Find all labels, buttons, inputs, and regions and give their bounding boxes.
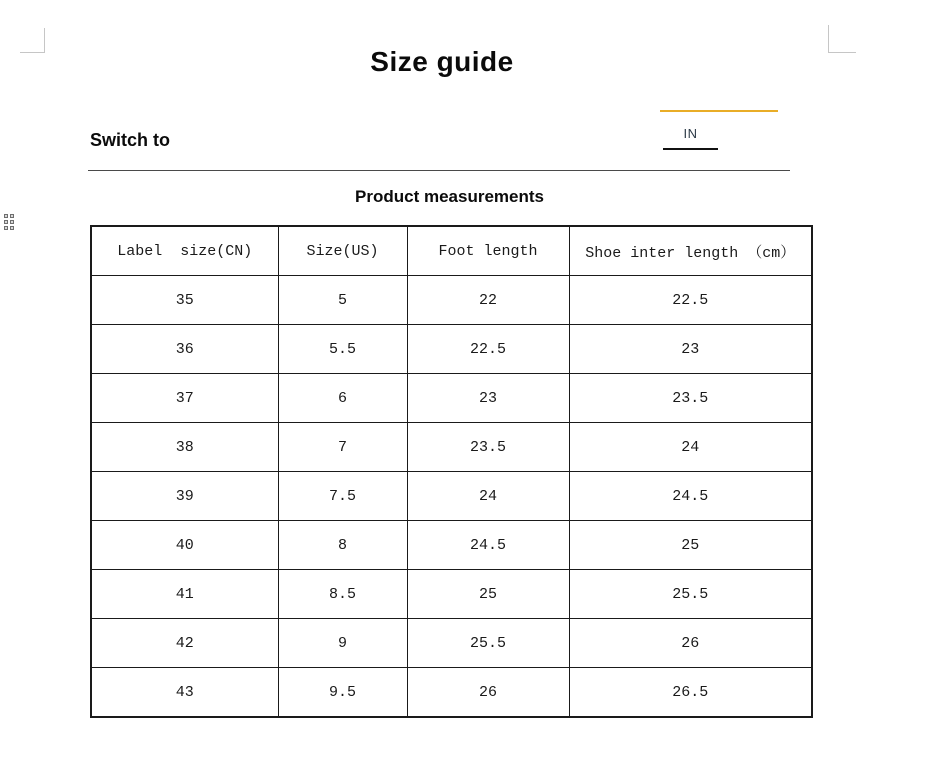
table-row bbox=[91, 325, 812, 374]
table-cell: 5.5 bbox=[278, 325, 407, 374]
section-divider bbox=[88, 170, 790, 171]
table-cell: 26.5 bbox=[569, 668, 812, 718]
header-cell-label-size-cn: Label size(CN) bbox=[91, 226, 278, 276]
drag-handle-icon[interactable] bbox=[4, 214, 16, 230]
table-cell: 25.5 bbox=[407, 619, 569, 668]
header-cell-size-us: Size(US) bbox=[278, 226, 407, 276]
table-cell: 37 bbox=[91, 374, 278, 423]
header-cell-shoe-inter-length: Shoe inter length （cm） bbox=[569, 226, 812, 276]
table-cell: 8 bbox=[278, 521, 407, 570]
table-cell: 23.5 bbox=[569, 374, 812, 423]
table-row bbox=[91, 423, 812, 472]
table-cell: 40 bbox=[91, 521, 278, 570]
unit-tab-in[interactable] bbox=[660, 110, 778, 150]
table-cell: 22 bbox=[407, 276, 569, 325]
unit-tab-in-label[interactable]: IN bbox=[663, 112, 718, 150]
table-cell: 25 bbox=[407, 570, 569, 619]
table-cell: 9.5 bbox=[278, 668, 407, 718]
table-cell: 26 bbox=[569, 619, 812, 668]
table-cell: 8.5 bbox=[278, 570, 407, 619]
switch-to-label: Switch to bbox=[90, 130, 170, 150]
table-cell: 5 bbox=[278, 276, 407, 325]
table-row bbox=[91, 619, 812, 668]
table-row bbox=[91, 521, 812, 570]
table-cell: 7 bbox=[278, 423, 407, 472]
table-cell: 24 bbox=[407, 472, 569, 521]
table-cell: 42 bbox=[91, 619, 278, 668]
product-measurements-table bbox=[90, 225, 813, 718]
table-cell: 41 bbox=[91, 570, 278, 619]
table-cell: 23 bbox=[407, 374, 569, 423]
table-row bbox=[91, 668, 812, 718]
table-cell: 25.5 bbox=[569, 570, 812, 619]
table-cell: 26 bbox=[407, 668, 569, 718]
table-header-row bbox=[91, 226, 812, 276]
table-cell: 43 bbox=[91, 668, 278, 718]
table-cell: 35 bbox=[91, 276, 278, 325]
table-cell: 38 bbox=[91, 423, 278, 472]
table-cell: 23 bbox=[569, 325, 812, 374]
table-cell: 22.5 bbox=[569, 276, 812, 325]
table-cell: 36 bbox=[91, 325, 278, 374]
table-row bbox=[91, 276, 812, 325]
table-cell: 24.5 bbox=[407, 521, 569, 570]
table-cell: 22.5 bbox=[407, 325, 569, 374]
page-title: Size guide bbox=[370, 46, 514, 77]
table-row bbox=[91, 374, 812, 423]
header-cell-foot-length: Foot length bbox=[407, 226, 569, 276]
table-cell: 7.5 bbox=[278, 472, 407, 521]
table-cell: 39 bbox=[91, 472, 278, 521]
table-cell: 23.5 bbox=[407, 423, 569, 472]
table-cell: 24.5 bbox=[569, 472, 812, 521]
table-cell: 25 bbox=[569, 521, 812, 570]
section-title: Product measurements bbox=[355, 187, 544, 206]
table-cell: 9 bbox=[278, 619, 407, 668]
table-row bbox=[91, 570, 812, 619]
table-cell: 24 bbox=[569, 423, 812, 472]
table-cell: 6 bbox=[278, 374, 407, 423]
table-row bbox=[91, 472, 812, 521]
